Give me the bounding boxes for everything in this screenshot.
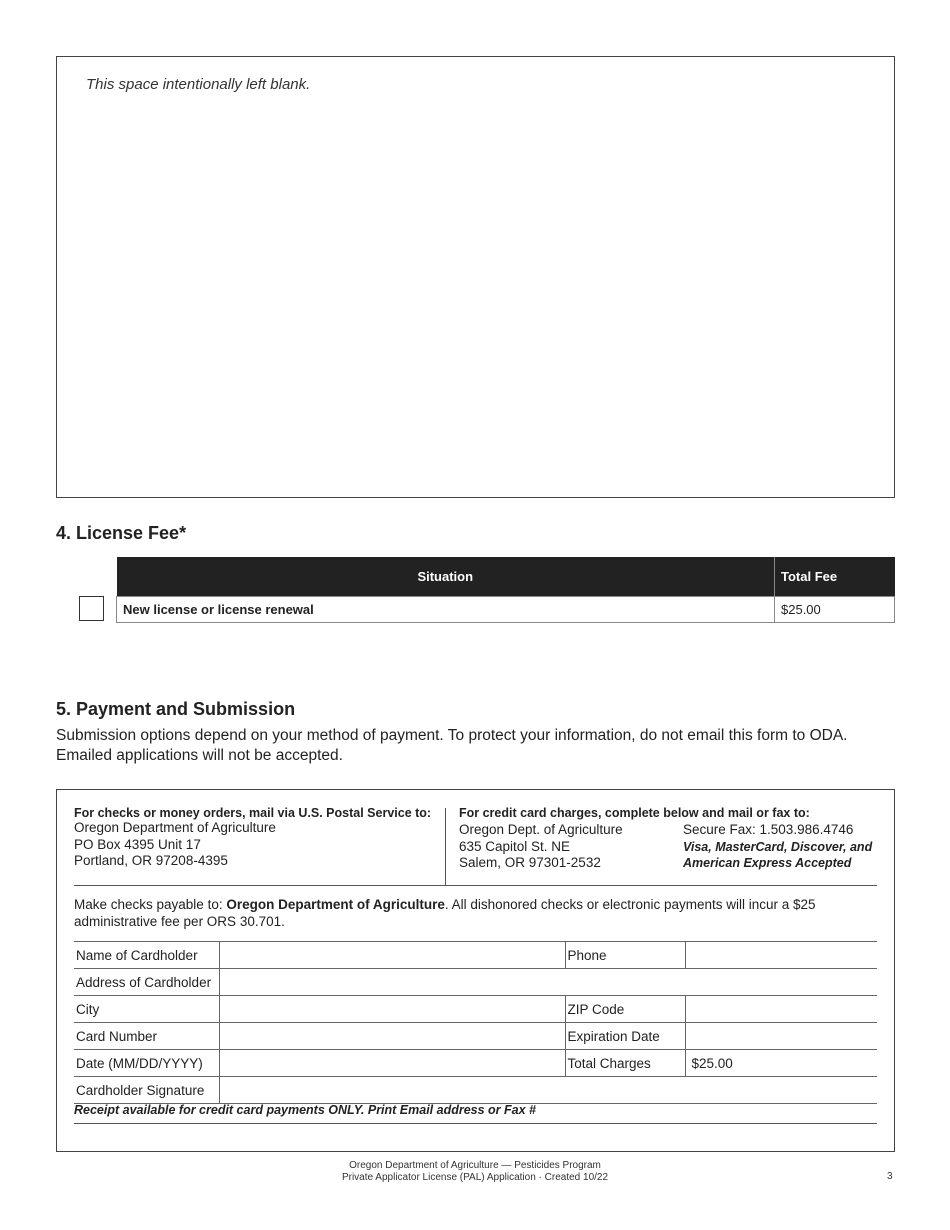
total-fee-cell: $25.00 [775, 597, 895, 623]
credit-address-line: Salem, OR 97301-2532 [459, 855, 601, 870]
payment-intro: Submission options depend on your method of payment. To protect your information, do not email this form to ODA. Emailed applications will not be accepted. [56, 727, 848, 764]
phone-field[interactable] [685, 942, 877, 969]
phone-label: Phone [565, 942, 685, 969]
name-of-cardholder-label: Name of Cardholder [74, 942, 219, 969]
footer-line: Private Applicator License (PAL) Application · Created 10/22 [341, 1172, 609, 1183]
blank-space-box [56, 56, 895, 498]
payment-box [56, 789, 895, 1152]
checks-mailing-block [74, 806, 444, 870]
checks-note-prefix: Make checks payable to: [74, 897, 227, 912]
credit-card-form [74, 941, 877, 1104]
credit-address-line: 635 Capitol St. NE [459, 838, 571, 854]
license-fee-heading: 4. License Fee* [56, 523, 187, 543]
accepted-cards-line: American Express Accepted [683, 856, 852, 870]
form-row [74, 1050, 877, 1077]
credit-card-heading: For credit card charges, complete below and mail or fax to: [459, 806, 810, 820]
payment-heading: 5. Payment and Submission [56, 699, 296, 719]
expiration-date-label: Expiration Date [565, 1023, 685, 1050]
fee-table-header-row [117, 557, 895, 597]
cardholder-signature-field[interactable] [219, 1077, 877, 1104]
form-row [74, 1023, 877, 1050]
date-label: Date (MM/DD/YYYY) [74, 1050, 219, 1077]
checks-address-line: PO Box 4395 Unit 17 [74, 836, 201, 852]
zip-code-field[interactable] [685, 996, 877, 1023]
form-row [74, 996, 877, 1023]
checks-address-line: Portland, OR 97208-4395 [74, 853, 228, 868]
credit-card-address [459, 822, 623, 872]
card-number-field[interactable] [219, 1023, 565, 1050]
footer-line: Oregon Department of Agriculture — Pesticides Program [349, 1160, 601, 1171]
situation-cell: New license or license renewal [117, 597, 775, 623]
secure-fax: Secure Fax: 1.503.986.4746 [683, 822, 854, 837]
receipt-note: Receipt available for credit card payments ONLY. Print Email address or Fax # [74, 1103, 536, 1117]
address-of-cardholder-label: Address of Cardholder [74, 969, 219, 996]
credit-card-mailing-block [459, 806, 879, 870]
cardholder-signature-label: Cardholder Signature [74, 1077, 219, 1104]
checks-address-line: Oregon Department of Agriculture [74, 820, 276, 835]
zip-code-label: ZIP Code [565, 996, 685, 1023]
address-divider [445, 808, 446, 885]
form-row [74, 1077, 877, 1104]
date-field[interactable] [219, 1050, 565, 1077]
fax-info [683, 822, 872, 872]
city-label: City [74, 996, 219, 1023]
form-row [74, 942, 877, 969]
page-number: 3 [887, 1171, 893, 1182]
page-footer [0, 1160, 950, 1184]
checks-payable-note [74, 896, 834, 930]
blank-space-note: This space intentionally left blank. [86, 76, 311, 93]
total-charges-value: $25.00 [685, 1050, 877, 1077]
card-number-label: Card Number [74, 1023, 219, 1050]
divider [74, 885, 877, 886]
form-row [74, 969, 877, 996]
checks-note-suffix: . All dishonored checks or electronic payments will incur a $25 administrative fee per ORS 30.701. [74, 897, 816, 929]
credit-address-line: Oregon Dept. of Agriculture [459, 822, 623, 837]
city-field[interactable] [219, 996, 565, 1023]
license-fee-table [116, 557, 895, 623]
address-of-cardholder-field[interactable] [219, 969, 877, 996]
accepted-cards-line: Visa, MasterCard, Discover, and [683, 839, 873, 854]
receipt-line[interactable] [74, 1123, 877, 1124]
expiration-date-field[interactable] [685, 1023, 877, 1050]
checks-payee: Oregon Department of Agriculture [226, 897, 445, 912]
situation-column-header: Situation [117, 557, 775, 597]
total-charges-label: Total Charges [565, 1050, 685, 1077]
table-row [117, 597, 895, 623]
total-fee-column-header: Total Fee [775, 557, 895, 597]
new-license-checkbox[interactable] [79, 596, 104, 621]
name-of-cardholder-field[interactable] [219, 942, 565, 969]
checks-heading: For checks or money orders, mail via U.S. Postal Service to: [74, 806, 432, 820]
